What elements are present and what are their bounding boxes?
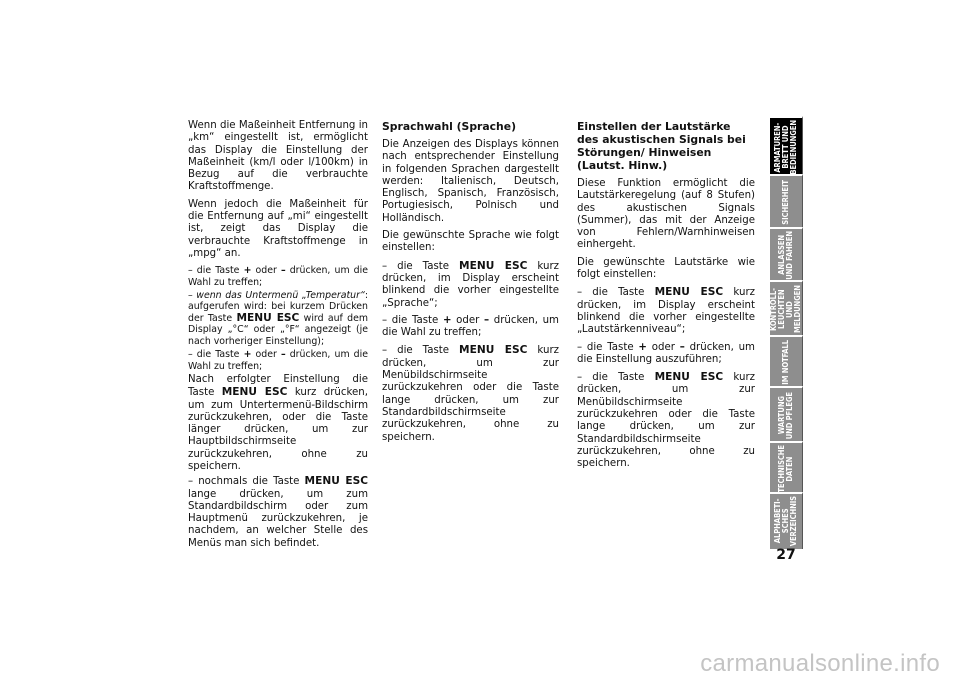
text-column-3 [577, 120, 755, 476]
paragraph: – die Taste MENU ESC kurz drücken, im Display erscheint blinkend die vorher eingestellte „Lautstärkenniveau“; [577, 286, 755, 336]
paragraph: Diese Funktion ermöglicht die Lautstärkeregelung (auf 8 Stufen) des akustischen Signals (Summer), das mit der Anzeige von Fehlern/Warnhinweisen einhergeht. [577, 178, 755, 251]
tab-sicherheit[interactable] [770, 174, 803, 229]
text-column-1 [188, 120, 368, 552]
tab-kontrollleuchten[interactable] [770, 280, 803, 337]
tab-notfall[interactable] [770, 335, 803, 388]
tab-label: WARTUNG UND PFLEGE [777, 391, 794, 440]
paragraph: – die Taste MENU ESC kurz drücken, im Display erscheint blinkend die vorher eingestellte „Sprache“; [382, 259, 559, 309]
paragraph: Nach erfolgter Einstellung die Taste MENU ESC kurz drücken, um zum Untertermenü-Bildschirm zurückzukehren, oder die Taste länger drücken, um zur Hauptbildschirmseite zurückzukehren, ohne zu speichern. [188, 373, 368, 472]
page-number: 27 [776, 547, 796, 563]
tab-verzeichnis[interactable] [770, 492, 803, 549]
paragraph: – die Taste + oder – drücken, um die Wahl zu treffen; [188, 349, 368, 372]
tab-label: ARMATUREN- BRETT UND BEDIENUNGEN [773, 119, 798, 175]
paragraph: – die Taste + oder – drücken, um die Wahl zu treffen; [382, 314, 559, 339]
tab-label: KONTROLL- LEUCHTEN UND MELDUNGEN [769, 285, 802, 334]
tab-wartung[interactable] [770, 386, 803, 443]
paragraph: Die gewünschte Sprache wie folgt einstellen: [382, 230, 559, 254]
tab-label: TECHNISCHE DATEN [777, 444, 794, 493]
section-heading: Sprachwahl (Sprache) [382, 120, 517, 133]
tab-armaturenbrett[interactable] [770, 116, 803, 176]
paragraph: – nochmals die Taste MENU ESC lange drücken, um zum Standardbildschirm oder zum Hauptmenü zurückzukehren, je nachdem, an welcher Stelle des Menüs man sich befindet. [188, 475, 369, 549]
paragraph: – die Taste MENU ESC kurz drücken, um zur Menübildschirmseite zurückzukehren oder die Taste lange drücken, um zur Standardbildschirmseite zurückzukehren, ohne zu speichern. [577, 371, 755, 470]
tab-label: IM NOTFALL [781, 340, 790, 385]
tab-label: SICHERHEIT [781, 180, 790, 225]
paragraph: Wenn die Maßeinheit Entfernung in „km“ eingestellt ist, ermöglicht das Display die Einstellung der Maßeinheit (km/l oder l/100km) in Bezug auf die verbrauchte Kraftstoffmenge. [188, 120, 368, 193]
paragraph: – die Taste MENU ESC kurz drücken, um zur Menübildschirmseite zurückzukehren oder die Taste lange drücken, um zur Standardbildschirmseite zurückzukehren, ohne zu speichern. [382, 344, 559, 443]
watermark: carmanualsonline.info [700, 650, 940, 677]
tab-label: ALPHABETI- SCHES VERZEICHNIS [773, 496, 798, 547]
tab-label: ANLASSEN UND FAHREN [777, 231, 794, 280]
paragraph: – die Taste + oder – drücken, um die Wahl zu treffen; [188, 265, 368, 288]
tab-anlassen[interactable] [770, 227, 803, 282]
paragraph: – die Taste + oder – drücken, um die Einstellung auszuführen; [577, 341, 755, 365]
paragraph: Die Anzeigen des Displays können nach entsprechender Einstellung in folgenden Sprachen dargestellt werden: Italienisch, Deutsch, Englisch, Spanisch, Französisch, Portugiesisch, Polnisch und Holländisch. [382, 139, 559, 224]
section-heading: Einstellen der Lautstärke des akustischen Signals bei Störungen/ Hinweisen (Lautst. Hinw.) [577, 120, 746, 172]
tab-technische-daten[interactable] [770, 441, 803, 494]
paragraph: Die gewünschte Lautstärke wie folgt einstellen: [577, 256, 755, 281]
text-column-2 [382, 120, 559, 449]
paragraph: Wenn jedoch die Maßeinheit für die Entfernung auf „mi“ eingestellt ist, zeigt das Display die verbrauchte Kraftstoffmenge in „mpg“ an. [188, 198, 368, 259]
paragraph: – wenn das Untermenü „Temperatur“: aufgerufen wird: bei kurzem Drücken der Taste MENU ESC wird auf dem Display „°C“ oder „°F“ angezeigt (je nach vorheriger Einstellung); [188, 290, 369, 347]
